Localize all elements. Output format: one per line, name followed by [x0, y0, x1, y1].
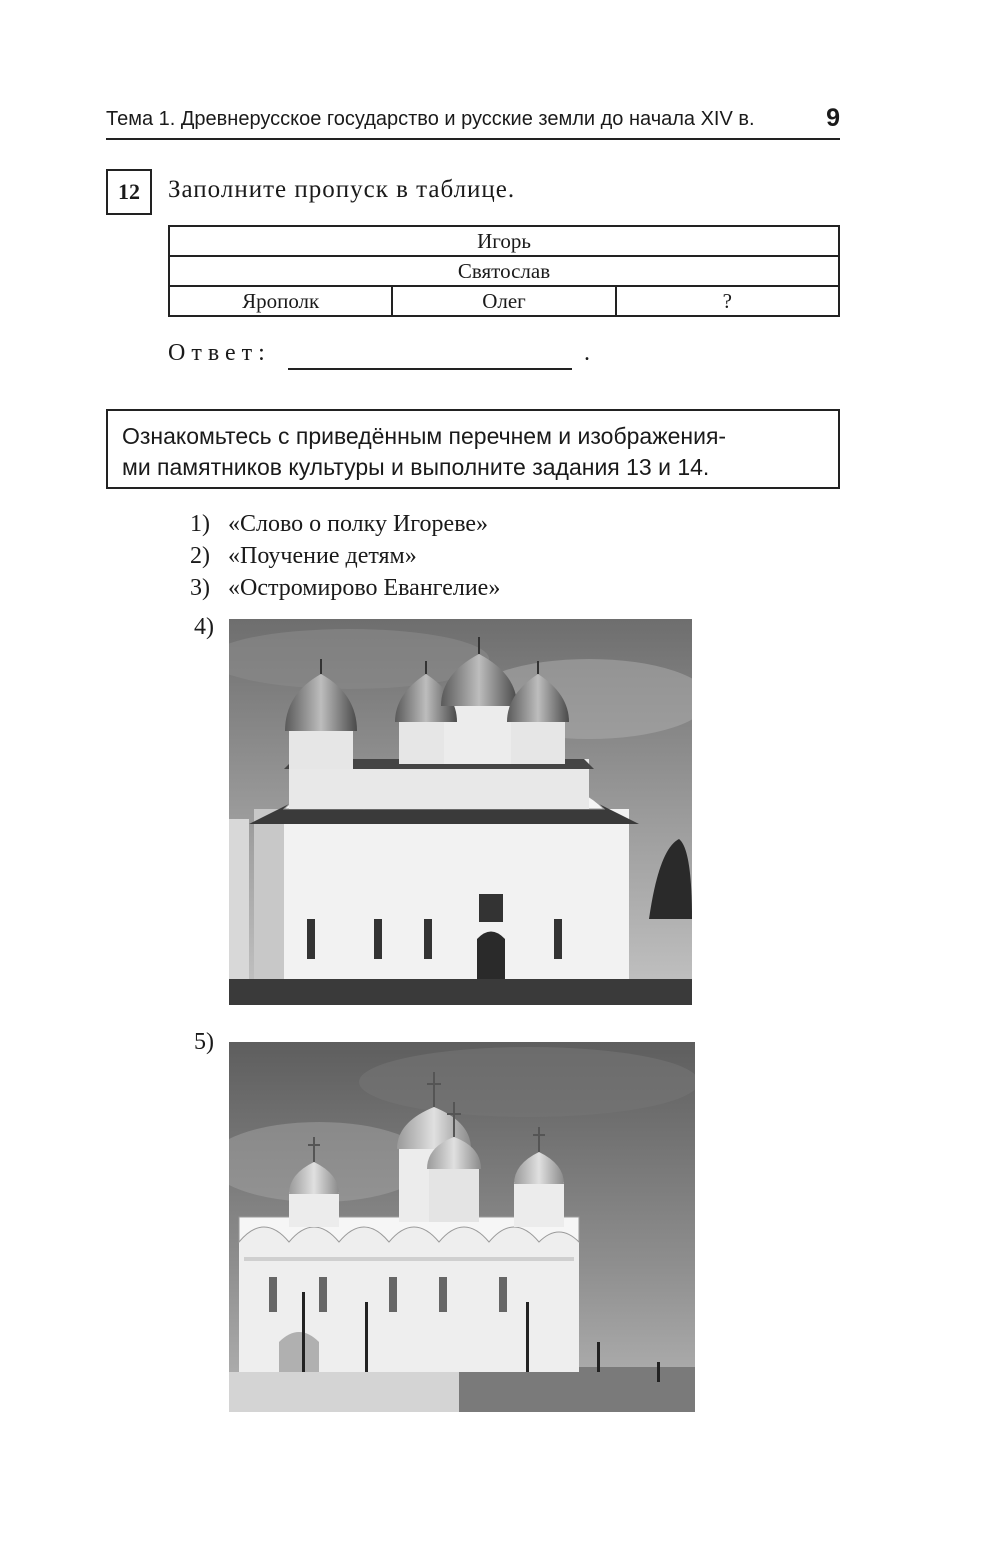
instruction-line-2: ми памятников культуры и выполните задания 13 и 14.: [122, 454, 710, 480]
chapter-title: Тема 1. Древнерусское государство и русские земли до начала XIV в.: [106, 108, 755, 130]
table-cell-svyatoslav: Святослав: [169, 256, 839, 286]
item-text: «Слово о полку Игореве»: [228, 511, 489, 537]
list-item: [190, 572, 500, 604]
table-cell-yaropolk: Ярополк: [169, 286, 392, 316]
instruction-box: [106, 409, 840, 489]
item-number: 1): [190, 511, 210, 537]
item-text: «Остромирово Евангелие»: [228, 575, 501, 601]
item-number: 3): [190, 575, 210, 601]
instruction-line-1: Ознакомьтесь с приведённым перечнем и изображения-: [122, 423, 727, 449]
answer-period: .: [584, 340, 590, 366]
cathedral-photo-1: [229, 619, 692, 1005]
list-item: [190, 540, 500, 572]
page-number: 9: [826, 104, 840, 132]
answer-field[interactable]: [288, 368, 572, 370]
genealogy-table: [168, 225, 840, 317]
task-number-box: 12: [106, 169, 152, 215]
running-header: [106, 106, 840, 140]
monument-list: [190, 508, 500, 604]
table-cell-missing[interactable]: ?: [616, 286, 839, 316]
table-cell-igor: Игорь: [169, 226, 839, 256]
task-instruction: Заполните пропуск в таблице.: [168, 176, 516, 203]
table-cell-oleg: Олег: [392, 286, 615, 316]
list-item: [190, 508, 500, 540]
answer-label: Ответ:: [168, 340, 271, 366]
item-number: 2): [190, 543, 210, 569]
item-5-label: 5): [194, 1029, 214, 1055]
cathedral-photo-2: [229, 1042, 695, 1412]
item-4-label: 4): [194, 614, 214, 640]
item-text: «Поучение детям»: [228, 543, 417, 569]
